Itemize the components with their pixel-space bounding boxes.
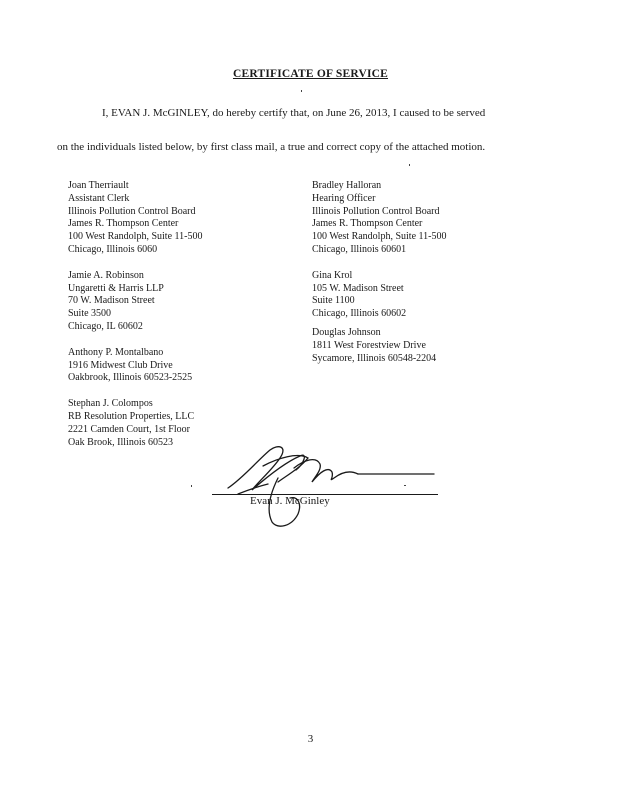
recipient-gina-krol (312, 270, 446, 321)
address-line: James R. Thompson Center (312, 218, 423, 230)
recipients-left-column (68, 180, 202, 462)
recipients-right-column (312, 180, 446, 378)
scan-speck (409, 164, 410, 166)
address-line: Chicago, Illinois 60602 (312, 308, 407, 320)
recipient-joan-therriault (68, 180, 202, 257)
address-line: 70 W. Madison Street (68, 295, 155, 307)
address-line: Chicago, IL 60602 (68, 320, 143, 332)
address-line: Assistant Clerk (68, 192, 130, 204)
address-line: Stephan J. Colompos (68, 398, 153, 410)
recipient-jamie-robinson (68, 270, 202, 334)
address-line: Jamie A. Robinson (68, 269, 144, 281)
address-line: Anthony P. Montalbano (68, 346, 164, 358)
address-line: Gina Krol (312, 269, 353, 281)
address-line: Oakbrook, Illinois 60523-2525 (68, 372, 193, 384)
address-line: Joan Therriault (68, 180, 129, 191)
address-line: Chicago, Illinois 6060 (68, 243, 158, 255)
address-line: Suite 1100 (312, 295, 355, 307)
address-line: 1916 Midwest Club Drive (68, 359, 173, 371)
signer-name: Evan J. McGinley (250, 495, 330, 507)
recipient-stephan-colompos (68, 398, 202, 449)
address-line: Suite 3500 (68, 308, 112, 320)
address-line: 1811 West Forestview Drive (312, 339, 426, 351)
address-line: Oak Brook, Illinois 60523 (68, 436, 173, 448)
document-title: CERTIFICATE OF SERVICE (232, 68, 389, 80)
scan-speck (301, 90, 302, 92)
address-line: 2221 Camden Court, 1st Floor (68, 423, 190, 435)
certification-text-line-2: on the individuals listed below, by first class mail, a true and correct copy of the attached motion. (57, 141, 486, 153)
address-line: 100 West Randolph, Suite 11-500 (68, 231, 203, 243)
page-number: 3 (307, 733, 314, 745)
certification-text-line-1: I, EVAN J. McGINLEY, do hereby certify that, on June 26, 2013, I caused to be served (102, 107, 486, 119)
address-line: Ungaretti & Harris LLP (68, 282, 164, 294)
address-line: RB Resolution Properties, LLC (68, 410, 195, 422)
address-line: Chicago, Illinois 60601 (312, 243, 407, 255)
recipient-douglas-johnson (312, 327, 446, 365)
scan-speck (191, 485, 192, 487)
scan-speck (404, 485, 406, 486)
address-line: Douglas Johnson (312, 326, 381, 338)
recipient-bradley-halloran (312, 180, 446, 257)
address-line: James R. Thompson Center (68, 218, 179, 230)
address-line: 100 West Randolph, Suite 11-500 (312, 231, 447, 243)
recipient-anthony-montalbano (68, 347, 202, 385)
address-line: 105 W. Madison Street (312, 282, 404, 294)
address-line: Bradley Halloran (312, 180, 382, 191)
address-line: Hearing Officer (312, 192, 376, 204)
address-line: Illinois Pollution Control Board (68, 205, 196, 217)
address-line: Illinois Pollution Control Board (312, 205, 440, 217)
address-line: Sycamore, Illinois 60548-2204 (312, 352, 437, 364)
